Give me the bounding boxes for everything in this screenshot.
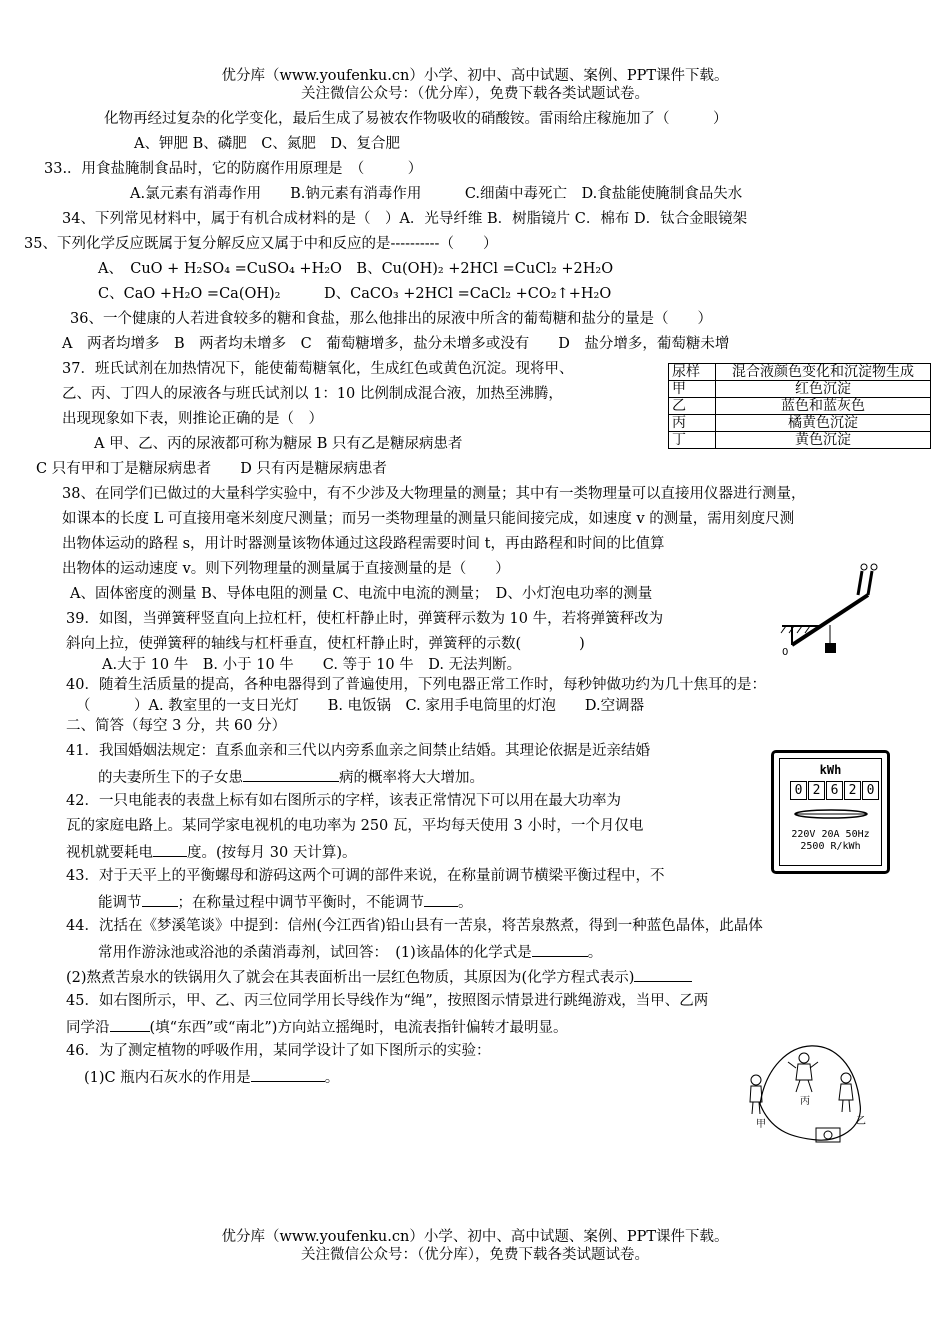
answer-blank[interactable] bbox=[634, 967, 692, 982]
q35-options-ab: A、 CuO + H₂SO₄ =CuSO₄ +H₂O B、Cu(OH)₂ +2HCl =CuCl₂ +2H₂O bbox=[98, 261, 614, 277]
table-cell: 乙 bbox=[669, 398, 716, 415]
meter-unit-label: kWh bbox=[819, 763, 842, 777]
answer-blank[interactable] bbox=[251, 1067, 325, 1082]
q45-line-1: 45．如右图所示，甲、乙、丙三位同学用长导线作为“绳”，按照图示情景进行跳绳游戏，当甲、乙两 bbox=[66, 993, 709, 1009]
urine-result-table bbox=[668, 363, 931, 449]
table-cell: 蓝色和蓝灰色 bbox=[716, 398, 931, 415]
q38-line-1: 38、在同学们已做过的大量科学实验中，有不少涉及大物理量的测量；其中有一类物理量可以直接用仪器进行测量， bbox=[62, 486, 806, 502]
q36-options: A 两者均增多 B 两者均未增多 C 葡萄糖增多，盐分未增多或没有 D 盐分增多，葡萄糖未增 bbox=[62, 336, 730, 352]
footer-line-2: 关注微信公众号：（优分库），免费下载各类试题试卷。 bbox=[301, 1247, 649, 1263]
q37-line-2: 乙、丙、丁四人的尿液各与班氏试剂以 1：10 比例制成混合液，加热至沸腾， bbox=[62, 386, 563, 402]
q41-text-a: 的夫妻所生下的子女患 bbox=[98, 770, 243, 786]
table-header-row bbox=[669, 364, 931, 381]
q37-line-3: 出现现象如下表，则推论正确的是（ ） bbox=[62, 411, 323, 427]
q39-options: A.大于 10 牛 B. 小于 10 牛 C. 等于 10 牛 D. 无法判断。 bbox=[102, 657, 522, 673]
q45-text-a: 同学沿 bbox=[66, 1020, 110, 1036]
meter-digit: 2 bbox=[808, 781, 825, 800]
label-jia: 甲 bbox=[756, 1119, 766, 1130]
header-line-1: 优分库（www.youfenku.cn）小学、初中、高中试题、案例、PPT课件下载。 bbox=[221, 68, 729, 84]
q43-text-c: 。 bbox=[458, 895, 473, 911]
q39-line-1: 39．如图，当弹簧秤竖直向上拉杠杆，使杠杆静止时，弹簧秤示数为 10 牛，若将弹簧秤改为 bbox=[66, 611, 664, 627]
lever-spring-scale-figure bbox=[776, 563, 886, 663]
q37-line-1: 37．班氏试剂在加热情况下，能使葡萄糖氧化，生成红色或黄色沉淀。现将甲、 bbox=[62, 361, 574, 377]
meter-disc-icon bbox=[792, 807, 870, 821]
q35-stem: 35、下列化学反应既属于复分解反应又属于中和反应的是----------（ ） bbox=[24, 236, 498, 252]
meter-digits bbox=[790, 781, 880, 800]
answer-blank[interactable] bbox=[243, 767, 339, 782]
table-cell: 黄色沉淀 bbox=[716, 432, 931, 449]
table-header-cell: 尿样 bbox=[669, 364, 716, 381]
q44-line-2 bbox=[98, 942, 602, 962]
hatch-mark bbox=[781, 626, 786, 633]
q41-text-b: 病的概率将大大增加。 bbox=[339, 770, 484, 786]
spring-scale-hook bbox=[871, 564, 877, 570]
q44-text-c: (2)熬煮苦泉水的铁锅用久了就会在其表面析出一层红色物质，其原因为(化学方程式表示) bbox=[66, 970, 635, 986]
electric-meter-figure bbox=[771, 750, 890, 874]
spring-scale-body bbox=[858, 571, 862, 595]
q44-text-b: 。 bbox=[587, 945, 603, 961]
q42-line-1: 42．一只电能表的表盘上标有如右图所示的字样，该表正常情况下可以用在最大功率为 bbox=[66, 793, 621, 809]
table-header-cell: 混合液颜色变化和沉淀物生成 bbox=[716, 364, 931, 381]
q46-text-b: 。 bbox=[324, 1070, 340, 1086]
student-yi-icon bbox=[839, 1073, 853, 1112]
pivot-label: 0 bbox=[782, 647, 789, 658]
meter-spec-2: 2500 R/kWh bbox=[800, 841, 861, 852]
table-cell: 甲 bbox=[669, 381, 716, 398]
q41-line-1: 41．我国婚姻法规定：直系血亲和三代以内旁系血亲之间禁止结婚。其理论依据是近亲结婚 bbox=[66, 743, 650, 759]
spring-scale-body bbox=[868, 571, 872, 595]
q33-options: A.氯元素有消毒作用 B.钠元素有消毒作用 C.细菌中毒死亡 D.食盐能使腌制食品失水 bbox=[130, 186, 743, 202]
meter-digit: 0 bbox=[862, 781, 879, 800]
q43-text-b: ；在称量过程中调节平衡时，不能调节 bbox=[177, 895, 424, 911]
meter-digit: 0 bbox=[790, 781, 807, 800]
q38-line-4: 出物体的运动速度 v。则下列物理量的测量属于直接测量的是（ ） bbox=[62, 561, 510, 577]
q38-options: A、固体密度的测量 B、导体电阻的测量 C、电流中电流的测量； D、小灯泡电功率的测量 bbox=[70, 586, 653, 602]
q42-line-3 bbox=[66, 842, 356, 862]
q32-continuation: 化物再经过复杂的化学变化，最后生成了易被农作物吸收的硝酸铵。雷雨给庄稼施加了（ ） bbox=[104, 111, 728, 127]
q42-line-2: 瓦的家庭电路上。某同学家电视机的电功率为 250 瓦，平均每天使用 3 小时，一个月仅电 bbox=[66, 818, 644, 834]
meter-face bbox=[779, 758, 882, 866]
answer-blank[interactable] bbox=[110, 1017, 150, 1032]
label-yi: 乙 bbox=[856, 1116, 866, 1127]
answer-blank[interactable] bbox=[424, 892, 458, 907]
q33-stem: 33.．用食盐腌制食品时，它的防腐作用原理是 （ ） bbox=[44, 161, 423, 177]
q38-line-2: 如课本的长度 L 可直接用毫米刻度尺测量；而另一类物理量的测量只能间接完成，如速度 v 的测量，需用刻度尺测 bbox=[62, 511, 795, 527]
q40-line-1: 40．随着生活质量的提高，各种电器得到了普遍使用，下列电器正常工作时，每秒钟做功约为几十焦耳的是： bbox=[66, 677, 766, 693]
jump-rope-figure bbox=[742, 1034, 880, 1154]
q44-line-1: 44．沈括在《梦溪笔谈》中提到：信州(今江西省)铅山县有一苦泉，将苦泉熬煮，得到一种蓝色晶体，此晶体 bbox=[66, 918, 763, 934]
q44-text-a: 常用作游泳池或浴池的杀菌消毒剂，试回答： (1)该晶体的化学式是 bbox=[98, 945, 532, 961]
q41-line-2 bbox=[98, 767, 484, 787]
q46-line-2 bbox=[84, 1067, 339, 1087]
wire-rope bbox=[760, 1046, 860, 1140]
q46-line-1: 46．为了测定植物的呼吸作用，某同学设计了如下图所示的实验： bbox=[66, 1043, 491, 1059]
meter-digit: 6 bbox=[826, 781, 843, 800]
section-2-title: 二、简答（每空 3 分，共 60 分） bbox=[66, 718, 287, 734]
table-cell: 红色沉淀 bbox=[716, 381, 931, 398]
q44-line-3 bbox=[66, 967, 692, 987]
q32-options: A、钾肥 B、磷肥 C、氮肥 D、复合肥 bbox=[134, 136, 400, 152]
answer-blank[interactable] bbox=[532, 942, 588, 957]
q37-options-ab: A 甲、乙、丙的尿液都可称为糖尿 B 只有乙是糖尿病患者 bbox=[94, 436, 463, 452]
table-row bbox=[669, 432, 931, 449]
q43-line-1: 43．对于天平上的平衡螺母和游码这两个可调的部件来说，在称量前调节横梁平衡过程中，不 bbox=[66, 868, 665, 884]
hanging-weight bbox=[825, 643, 836, 653]
q35-options-cd: C、CaO +H₂O =Ca(OH)₂ D、CaCO₃ +2HCl =CaCl₂ +CO₂↑+H₂O bbox=[98, 286, 612, 302]
table-cell: 橘黄色沉淀 bbox=[716, 415, 931, 432]
q42-text-a: 视机就要耗电 bbox=[66, 845, 153, 861]
q43-text-a: 能调节 bbox=[98, 895, 142, 911]
table-row bbox=[669, 381, 931, 398]
q40-line-2: （ ）A. 教室里的一支日光灯 B. 电饭锅 C. 家用手电筒里的灯泡 D.空调器 bbox=[76, 698, 645, 714]
answer-blank[interactable] bbox=[153, 842, 187, 857]
q36-stem: 36、一个健康的人若进食较多的糖和食盐，那么他排出的尿液中所含的葡萄糖和盐分的量是（ ） bbox=[70, 311, 712, 327]
meter-spec-1: 220V 20A 50Hz bbox=[791, 829, 870, 840]
table-row bbox=[669, 398, 931, 415]
spring-scale-hook bbox=[861, 564, 867, 570]
q42-text-b: 度。(按每月 30 天计算)。 bbox=[187, 845, 357, 861]
table-cell: 丙 bbox=[669, 415, 716, 432]
table-cell: 丁 bbox=[669, 432, 716, 449]
footer-line-1: 优分库（www.youfenku.cn）小学、初中、高中试题、案例、PPT课件下载。 bbox=[221, 1229, 729, 1245]
q37-options-cd: C 只有甲和丁是糖尿病患者 D 只有丙是糖尿病患者 bbox=[36, 461, 387, 477]
q39-line-2: 斜向上拉，使弹簧秤的轴线与杠杆垂直，使杠杆静止时，弹簧秤的示数( ) bbox=[66, 636, 585, 652]
student-jia-icon bbox=[750, 1075, 762, 1114]
label-bing: 丙 bbox=[800, 1096, 810, 1107]
meter-digit: 2 bbox=[844, 781, 861, 800]
q45-line-2 bbox=[66, 1017, 567, 1037]
table-row bbox=[669, 415, 931, 432]
q45-text-b: (填“东西”或“南北”)方向站立摇绳时，电流表指针偏转才最明显。 bbox=[149, 1020, 568, 1036]
q43-line-2 bbox=[98, 892, 473, 912]
q46-text-a: (1)C 瓶内石灰水的作用是 bbox=[84, 1070, 251, 1086]
student-bing-icon bbox=[788, 1053, 818, 1092]
answer-blank[interactable] bbox=[142, 892, 178, 907]
q34-stem: 34、下列常见材料中，属于有机合成材料的是（ ）A．光导纤维 B．树脂镜片 C．棉布 D．钛合金眼镜架 bbox=[62, 211, 748, 227]
header-line-2: 关注微信公众号：（优分库），免费下载各类试题试卷。 bbox=[301, 86, 649, 102]
q38-line-3: 出物体运动的路程 s，用计时器测量该物体通过这段路程需要时间 t，再由路程和时间的比值算 bbox=[62, 536, 665, 552]
hatch-mark bbox=[797, 626, 802, 633]
